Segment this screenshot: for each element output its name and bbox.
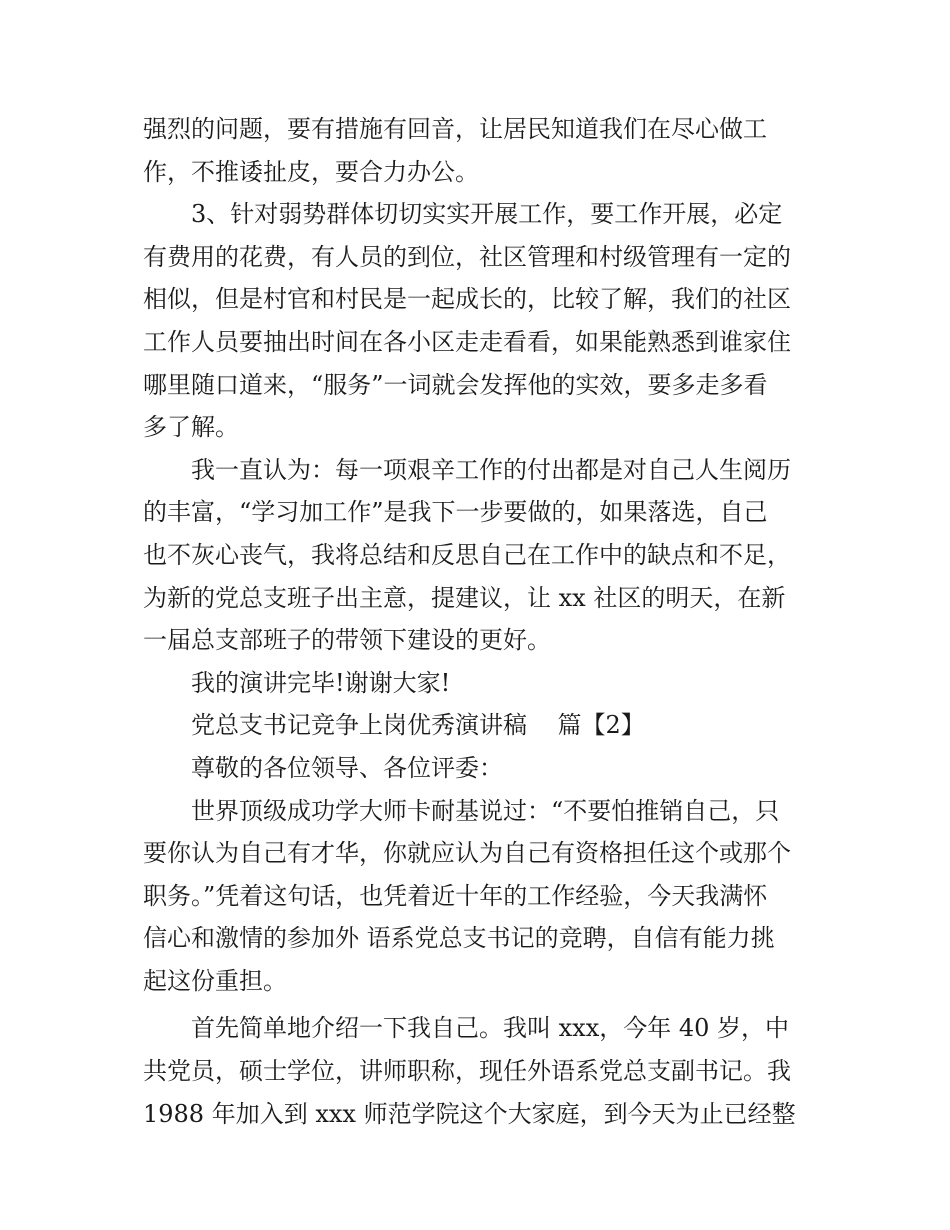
text-line: 1988 年加入到 xxx 师范学院这个大家庭，到今天为止已经整 [143,1099,796,1128]
text-line: 3、针对弱势群体切切实实开展工作，要工作开展，必定 [191,200,783,229]
text-line: 多了解。 [143,413,239,442]
section-heading: 党总支书记竞争上岗优秀演讲稿 篇【2】 [191,711,645,740]
text-line: 信心和激情的参加外 语系党总支书记的竞聘，自信有能力挑 [143,924,775,953]
text-line: 首先简单地介绍一下我自己。我叫 xxx，今年 40 岁，中 [191,1014,790,1043]
text-line: 我的演讲完毕!谢谢大家! [191,668,451,697]
text-line: 有费用的花费，有人员的到位，社区管理和村级管理有一定的 [143,242,791,271]
text-line: 哪里随口道来，“服务”一词就会发挥他的实效，要多走多看 [143,370,768,399]
text-line: 的丰富，“学习加工作”是我下一步要做的，如果落选，自己 [143,498,768,527]
text-line: 一届总支部班子的带领下建设的更好。 [143,626,551,655]
text-line: 强烈的问题，要有措施有回音，让居民知道我们在尽心做工 [143,115,767,143]
text-line: 要你认为自己有才华，你就应认为自己有资格担任这个或那个 [143,839,791,868]
text-line: 作，不推诿扯皮，要合力办公。 [143,157,479,186]
salutation: 尊敬的各位领导、各位评委： [191,753,503,782]
text-line: 工作人员要抽出时间在各小区走走看看，如果能熟悉到谁家住 [143,327,791,356]
text-line: 职务。”凭着这句话，也凭着近十年的工作经验，今天我满怀 [143,881,768,910]
text-line: 我一直认为：每一项艰辛工作的付出都是对自己人生阅历 [191,455,791,484]
text-line: 起这份重担。 [143,966,287,995]
text-line: 相似，但是村官和村民是一起成长的，比较了解，我们的社区 [143,285,791,314]
text-line: 世界顶级成功学大师卡耐基说过：“不要怕推销自己，只 [191,796,780,825]
text-line: 共党员，硕士学位，讲师职称，现任外语系党总支副书记。我 [143,1057,791,1086]
text-line: 也不灰心丧气，我将总结和反思自己在工作中的缺点和不足， [143,540,791,569]
text-line: 为新的党总支班子出主意，提建议，让 xx 社区的明天，在新 [143,583,786,612]
document-body [143,108,815,1135]
